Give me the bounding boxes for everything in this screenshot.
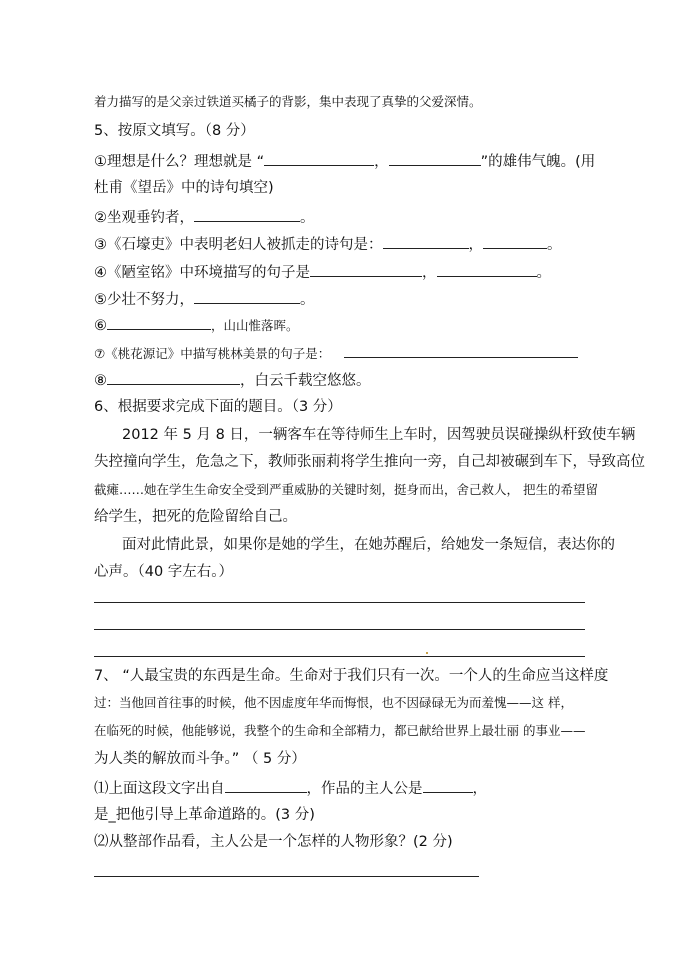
- answer-blank-7[interactable]: [437, 261, 537, 277]
- q5-item-8-text-b: ，白云千载空悠悠。: [240, 373, 371, 389]
- q7-sub-2: ⑵从整部作品看，主人公是一个怎样的人物形象？(2 分): [94, 834, 453, 850]
- q6-passage-line-2: 失控撞向学生，危急之下，教师张丽莉将学生推向一旁，自己却被碾到车下，导致高位: [94, 454, 645, 470]
- q5-item-3-text-c: 。: [547, 237, 562, 253]
- q5-item-7-text: ⑦《桃花源记》中描写桃林美景的句子是：: [94, 346, 331, 361]
- question-6-heading: 6、根据要求完成下面的题目。（3 分）: [94, 399, 342, 415]
- q5-item-4-text-c: 。: [536, 265, 551, 281]
- answer-blank-4[interactable]: [383, 233, 469, 249]
- q5-item-6: [94, 314, 299, 336]
- q6-task-line-2: 心声。（40 字左右。）: [94, 564, 234, 580]
- answer-blank-1[interactable]: [264, 150, 374, 166]
- q5-item-2: [94, 206, 315, 228]
- answer-blank-8[interactable]: [194, 288, 300, 304]
- q5-item-4-text-a: ④《陋室铭》中环境描写的句子是: [94, 265, 310, 281]
- q5-item-8: [94, 369, 371, 391]
- q5-item-6-text-a: ⑥: [94, 318, 107, 334]
- answer-blank-5[interactable]: [483, 233, 547, 249]
- answer-blank-12[interactable]: [225, 777, 307, 793]
- q6-task-line-1: 面对此情此景，如果你是她的学生，在她苏醒后，给她发一条短信，表达你的: [122, 537, 615, 553]
- q7-sub-1-text-c: ，: [472, 781, 487, 797]
- q5-item-1: [94, 150, 595, 172]
- q5-item-8-text-a: ⑧: [94, 373, 107, 389]
- q5-item-1-note: 杜甫《望岳》中的诗句填空): [94, 180, 274, 196]
- text-line-intro: 着力描写的是父亲过铁道买橘子的背影，集中表现了真挚的父爱深情。: [94, 94, 482, 109]
- question-5-heading: 5、按原文填写。（8 分）: [94, 123, 255, 139]
- q5-item-4: [94, 261, 551, 283]
- q6-passage-line-4: 给学生，把死的危险留给自己。: [94, 509, 297, 525]
- q6-passage-line-3: [94, 480, 598, 500]
- q5-item-4-text-b: ，: [422, 265, 437, 281]
- question-7-quote-line-4: 为人类的解放而斗争。” （ 5 分）: [94, 751, 306, 767]
- question-7-quote-line-1: 7、 “人最宝贵的东西是生命。生命对于我们只有一次。一个人的生命应当这样度: [94, 668, 609, 684]
- answer-line-q6-1[interactable]: [94, 602, 585, 603]
- answer-blank-6[interactable]: [310, 261, 422, 277]
- answer-line-q7-2[interactable]: [94, 876, 479, 877]
- q7-sub-1-cont: 是_把他引导上革命道路的。(3 分): [94, 807, 315, 823]
- q7-sub-1: [94, 777, 487, 799]
- q5-item-1-text-b: ，: [374, 154, 389, 170]
- q5-item-2-text-a: ②坐观垂钓者，: [94, 210, 194, 226]
- answer-blank-11[interactable]: [107, 369, 240, 385]
- stray-mark: [426, 652, 428, 654]
- answer-blank-10[interactable]: [344, 342, 578, 358]
- answer-blank-9[interactable]: [107, 314, 211, 330]
- answer-blank-3[interactable]: [194, 206, 300, 222]
- q5-item-3-text-b: ，: [468, 237, 483, 253]
- q5-item-7: [94, 342, 578, 364]
- q5-item-3: [94, 233, 562, 255]
- q6-passage-line-3-text: 截瘫……她在学生生命安全受到严重威胁的关键时刻，挺身而出，舍己救人， 把生的希望留: [94, 482, 598, 497]
- answer-blank-2[interactable]: [389, 150, 481, 166]
- answer-blank-13[interactable]: [423, 777, 473, 793]
- q5-item-2-text-b: 。: [300, 210, 315, 226]
- answer-line-q6-2[interactable]: [94, 629, 585, 630]
- q5-item-3-text-a: ③《石壕吏》中表明老妇人被抓走的诗句是：: [94, 237, 383, 253]
- question-7-quote-line-3: 在临死的时候，他能够说，我整个的生命和全部精力，都已献给世界上最壮丽 的事业——: [94, 723, 586, 738]
- answer-line-q6-3[interactable]: [94, 656, 585, 657]
- q7-sub-1-text-b: ，作品的主人公是: [306, 781, 423, 797]
- q5-item-5-text-b: 。: [300, 292, 315, 308]
- question-7-quote-line-2: 过：当他回首往事的时候，他不因虚度年华而悔恨，也不因碌碌无为而羞愧——这 样，: [94, 695, 573, 710]
- q6-passage-line-1: 2012 年 5 月 8 日，一辆客车在等待师生上车时，因驾驶员误碰操纵杆致使车辆: [122, 427, 636, 443]
- q5-item-1-text-a: ①理想是什么？理想就是 “: [94, 154, 265, 170]
- q5-item-5-text-a: ⑤少壮不努力，: [94, 292, 194, 308]
- q5-item-1-text-c: ”的雄伟气魄。(用: [480, 154, 596, 170]
- q5-item-6-text-b: ，山山惟落晖。: [211, 318, 299, 333]
- q5-item-5: [94, 288, 315, 310]
- q7-sub-1-text-a: ⑴上面这段文字出自: [94, 781, 225, 797]
